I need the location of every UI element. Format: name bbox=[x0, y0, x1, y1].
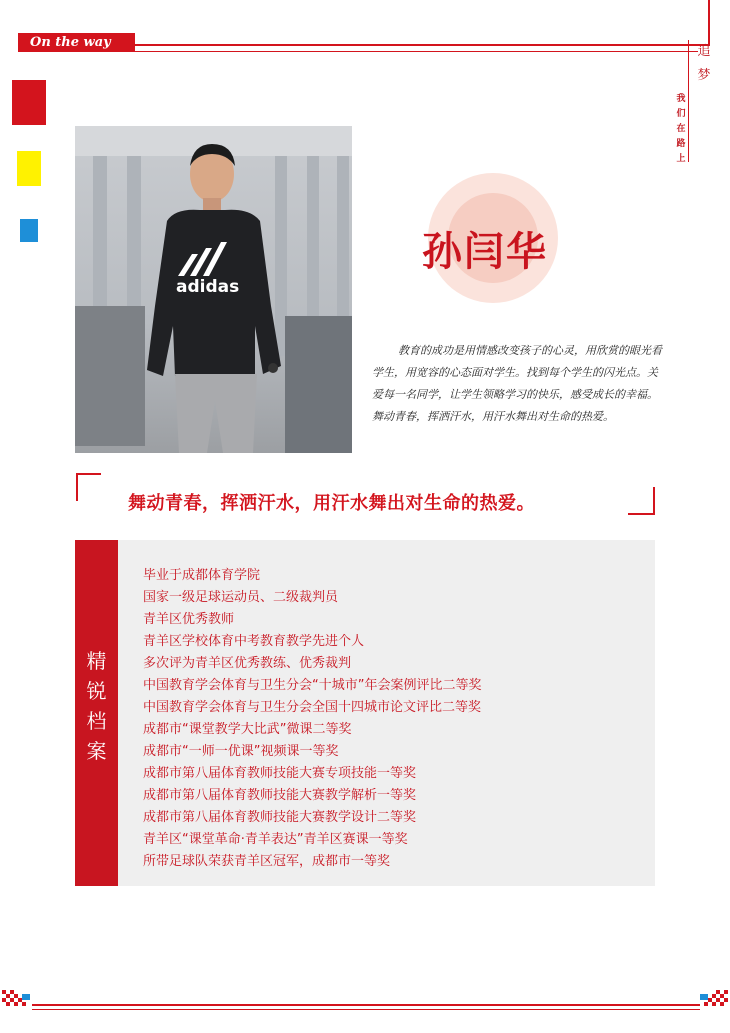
list-item: 成都市“课堂教学大比武”微课二等奖 bbox=[143, 722, 352, 737]
bracket-left-side bbox=[76, 473, 78, 501]
slogan: 舞动青春，挥洒汗水，用汗水舞出对生命的热爱。 bbox=[128, 493, 535, 514]
list-item: 所带足球队荣获青羊区冠军，成都市一等奖 bbox=[143, 854, 391, 869]
side-title-char: 梦 bbox=[697, 68, 711, 83]
list-item: 多次评为青羊区优秀教练、优秀裁判 bbox=[143, 656, 352, 671]
archive-title bbox=[75, 646, 118, 766]
list-item: 中国教育学会体育与卫生分会全国十四城市论文评比二等奖 bbox=[143, 700, 482, 715]
list-item: 中国教育学会体育与卫生分会“十城市”年会案例评比二等奖 bbox=[143, 678, 482, 693]
list-item: 毕业于成都体育学院 bbox=[143, 568, 261, 583]
side-vertical-rule bbox=[688, 40, 689, 162]
side-title-char: 追 bbox=[697, 44, 711, 59]
bracket-right-bottom bbox=[628, 513, 655, 515]
list-item: 成都市第八届体育教师技能大赛教学设计二等奖 bbox=[143, 810, 417, 825]
list-item: 成都市“一师一优课”视频课一等奖 bbox=[143, 744, 339, 759]
portrait-photo bbox=[75, 126, 352, 453]
archive-title-char: 案 bbox=[86, 739, 107, 763]
footer-rule bbox=[32, 1004, 700, 1006]
list-item: 成都市第八届体育教师技能大赛专项技能一等奖 bbox=[143, 766, 417, 781]
intro-paragraph: 教育的成功是用情感改变孩子的心灵，用欣赏的眼光看学生，用宽容的心态面对学生。找到每个学生的闪光点。关爱每一名同学，让学生领略学习的快乐，感受成长的幸福。舞动青春，挥洒汗水，用汗水舞出对生命的热爱。 bbox=[372, 344, 662, 423]
archive-title-char: 锐 bbox=[86, 679, 107, 703]
section-tag: On the way bbox=[18, 33, 135, 52]
shirt-logo-text: adidas bbox=[176, 277, 240, 297]
achievement-list bbox=[143, 565, 643, 873]
archive-title-char: 精 bbox=[86, 649, 107, 673]
side-subtitle bbox=[674, 92, 688, 167]
teacher-name: 孙闫华 bbox=[422, 229, 548, 275]
list-item: 青羊区学校体育中考教育教学先进个人 bbox=[143, 634, 365, 649]
side-subtitle-char: 路 bbox=[676, 139, 686, 149]
blue-block bbox=[20, 219, 38, 242]
list-item: 青羊区“课堂革命·青羊表达”青羊区赛课一等奖 bbox=[143, 832, 408, 847]
bracket-right-side bbox=[653, 487, 655, 515]
yellow-block bbox=[17, 151, 41, 186]
footer-checker-pattern-left bbox=[2, 990, 32, 1008]
footer-rule-thin bbox=[32, 1009, 700, 1010]
side-subtitle-char: 我 bbox=[676, 94, 686, 104]
header-rule-thin bbox=[18, 51, 698, 52]
list-item: 国家一级足球运动员、二级裁判员 bbox=[143, 590, 339, 605]
footer-checker-pattern-right bbox=[698, 990, 728, 1008]
list-item: 青羊区优秀教师 bbox=[143, 612, 235, 627]
side-subtitle-char: 们 bbox=[676, 109, 686, 119]
header-rule bbox=[135, 44, 710, 46]
red-block bbox=[12, 80, 46, 125]
header-vertical-rule bbox=[708, 0, 710, 44]
portrait-illustration bbox=[75, 126, 352, 453]
side-title bbox=[692, 40, 716, 88]
side-subtitle-char: 在 bbox=[676, 124, 686, 134]
archive-title-char: 档 bbox=[86, 709, 107, 733]
bracket-left-top bbox=[76, 473, 101, 475]
list-item: 成都市第八届体育教师技能大赛教学解析一等奖 bbox=[143, 788, 417, 803]
side-subtitle-char: 上 bbox=[676, 154, 686, 164]
